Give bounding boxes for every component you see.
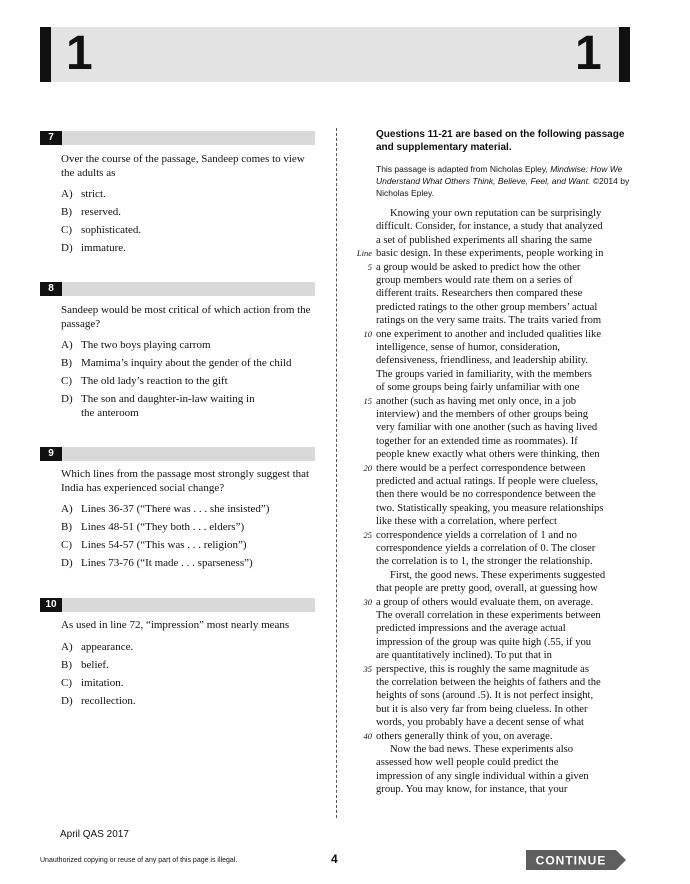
continue-label: CONTINUE (535, 853, 607, 868)
header-right-bar (619, 27, 630, 82)
option-letter: C) (61, 539, 72, 551)
option-text: strict. (81, 188, 106, 200)
passage-line: correspondence yields a correlation of 1 and no (376, 529, 577, 541)
option-text: The old lady’s reaction to the gift (81, 375, 228, 387)
option-letter: C) (61, 677, 72, 689)
source-book-title: Mindwise: How We Understand What Others Think, Believe, Feel, and Want. (376, 164, 623, 186)
passage-line: intelligence, sense of humor, consideration, (376, 342, 561, 353)
passage-line: people knew exactly what others were thinking, then (376, 449, 600, 461)
option-letter: C) (61, 224, 72, 236)
line-label: Line (356, 248, 372, 259)
passage-line: the correlation between the heights of fathers and the (376, 677, 601, 688)
answer-option[interactable] (61, 676, 123, 690)
answer-option[interactable] (61, 374, 228, 388)
answer-option[interactable] (61, 538, 247, 552)
passage-line: are quantitatively inclined). To put that in (376, 650, 552, 662)
passage-line: others generally think of you, on average. (376, 730, 553, 742)
answer-option[interactable] (61, 205, 121, 219)
passage-line: different traits. Researchers then compared these (376, 288, 583, 300)
line-number: 30 (363, 596, 372, 607)
question-stem: Which lines from the passage most strongly suggest that India has experienced social change? (61, 468, 310, 494)
passage-line: predicted and actual ratings. If people were clueless, (376, 476, 599, 487)
passage-line: words, you probably have a decent sense of what (376, 717, 584, 729)
option-text: Lines 73-76 (“It made . . . sparseness”) (81, 557, 253, 569)
header-left-bar (40, 27, 51, 82)
header-band (40, 27, 630, 82)
line-number: 25 (363, 529, 372, 540)
passage-line: two. Statistically speaking, you measure relationships (376, 502, 604, 514)
option-text: The son and daughter-in-law waiting in (81, 393, 255, 405)
question-9-bar (40, 447, 315, 461)
option-text: Lines 54-57 (“This was . . . religion”) (81, 539, 247, 551)
option-letter: B) (61, 206, 72, 218)
question-8-bar (40, 282, 315, 296)
option-letter: D) (61, 242, 73, 254)
option-letter: B) (61, 659, 72, 671)
passage-line: the correlation is to 1, the stronger the relationship. (376, 556, 593, 568)
source-copyright: ©2014 by Nicholas Epley. (376, 176, 630, 198)
section-number-right: 1 (575, 27, 602, 80)
option-letter: D) (61, 393, 73, 405)
option-letter: C) (61, 375, 72, 387)
passage-line: assessed how well people could predict the (376, 757, 559, 769)
question-10-bar (40, 598, 315, 612)
line-number: 40 (363, 730, 372, 741)
option-letter: B) (61, 357, 72, 369)
option-text: belief. (81, 659, 109, 671)
passage-line: but it is also very far from being clueless. In other (376, 703, 588, 715)
passage-line: another (such as having met only once, in a job (376, 395, 577, 407)
answer-option[interactable] (61, 392, 255, 406)
answer-option[interactable] (61, 658, 109, 672)
question-7-bar (40, 131, 315, 145)
answer-option[interactable] (61, 338, 211, 352)
passage-line: correspondence yields a correlation of 0. The closer (376, 543, 596, 554)
option-letter: A) (61, 641, 73, 653)
line-number: 5 (367, 261, 372, 272)
passage-line: Now the bad news. These experiments also (390, 744, 574, 755)
option-text: Lines 36-37 (“There was . . . she insisted”) (81, 503, 270, 515)
question-number: 8 (40, 282, 62, 296)
passage-line: perspective, this is roughly the same magnitude as (376, 663, 590, 675)
passage-line: Knowing your own reputation can be surprisingly (390, 208, 602, 219)
line-number: 15 (363, 395, 372, 406)
passage-line: that people are pretty good, overall, at guessing how (376, 583, 598, 595)
question-number: 9 (40, 447, 62, 461)
line-number: 20 (363, 462, 372, 473)
passage-line: together for an extended time as roommates). If (376, 435, 578, 447)
option-letter: D) (61, 557, 73, 569)
passage-line: predicted impressions and the average actual (376, 623, 566, 635)
copyright-notice: Unauthorized copying or reuse of any part of this page is illegal. (40, 857, 238, 864)
answer-option[interactable] (61, 556, 253, 570)
option-letter: A) (61, 339, 73, 351)
passage-line: difficult. Consider, for instance, a study that analyzed (376, 221, 603, 233)
page-number: 4 (331, 852, 338, 866)
passage-line: basic design. In these experiments, people working in (376, 248, 604, 260)
option-text: reserved. (81, 206, 122, 218)
answer-option[interactable] (61, 502, 269, 516)
continue-button[interactable] (526, 849, 626, 871)
question-number: 7 (40, 131, 62, 145)
option-text: appearance. (81, 641, 134, 653)
source-text: This passage is adapted from Nicholas Epley, (376, 164, 551, 174)
passage-line: The groups varied in familiarity, with the members (376, 368, 592, 380)
passage-line: of some groups being fairly unfamiliar with one (376, 382, 580, 394)
column-divider (336, 128, 337, 818)
passage-line: group members would rate them on a series of (376, 275, 573, 286)
passage-line: there would be a perfect correspondence between (376, 462, 586, 474)
passage-line: ratings on the very same traits. The traits varied from (376, 315, 602, 327)
option-letter: B) (61, 521, 72, 533)
question-stem: Sandeep would be most critical of which action from the passage? (61, 304, 311, 330)
answer-option[interactable] (61, 356, 291, 370)
passage-source (376, 163, 636, 199)
passage-line: impression of the group was quite high (.55, if you (376, 636, 592, 648)
answer-option[interactable] (61, 187, 106, 201)
answer-option[interactable] (61, 241, 126, 255)
option-letter: A) (61, 503, 73, 515)
passage-line: heights of sons (around .5). It is not perfect insight, (376, 690, 594, 702)
option-text: recollection. (81, 695, 136, 707)
answer-option[interactable] (61, 520, 244, 534)
passage-line: a group of others would evaluate them, on average. (376, 596, 594, 608)
question-stem: As used in line 72, “impression” most nearly means (61, 619, 290, 631)
option-text: Lines 48-51 (“They both . . . elders”) (81, 521, 245, 533)
option-text: The two boys playing carrom (81, 339, 211, 351)
option-text: sophisticated. (81, 224, 142, 236)
answer-option[interactable] (61, 223, 141, 237)
option-text: immature. (81, 242, 126, 254)
answer-option[interactable] (61, 640, 133, 654)
passage-line: interview) and the members of other groups being (376, 409, 589, 420)
passage-line: one experiment to another and included qualities like (376, 328, 602, 340)
option-letter: A) (61, 188, 73, 200)
option-text: imitation. (81, 677, 124, 689)
passage-line: group. You may know, for instance, that your (376, 784, 568, 796)
passage-line: like these with a correlation, where perfect (376, 516, 557, 528)
passage-line: a group would be asked to predict how the other (376, 261, 581, 273)
option-text-continued: the anteroom (81, 407, 139, 419)
passage-line: then there would be no correspondence between the (376, 489, 596, 501)
passage-line: First, the good news. These experiments suggested (390, 569, 606, 581)
passage-line: a set of published experiments all sharing the same (376, 234, 592, 246)
line-number: 10 (363, 328, 372, 339)
question-stem: Over the course of the passage, Sandeep comes to view the adults as (61, 153, 305, 179)
passage-line: defensiveness, friendliness, and leadership ability. (376, 355, 589, 367)
option-letter: D) (61, 695, 73, 707)
question-number: 10 (40, 598, 62, 612)
passage-line: very familiar with one another (such as having lived (376, 422, 598, 434)
passage-line: impression of any single individual within a given (376, 770, 589, 782)
passage-intro-title: Questions 11-21 are based on the following passage and supplementary material. (376, 129, 625, 153)
passage-line: predicted ratings to the other group members’ actual (376, 301, 598, 313)
line-number: 35 (363, 663, 372, 674)
option-text: Mamima’s inquiry about the gender of the child (81, 357, 292, 369)
exam-label: April QAS 2017 (60, 829, 129, 840)
answer-option[interactable] (61, 694, 136, 708)
passage-line: The overall correlation in these experiments between (376, 610, 601, 621)
section-number-left: 1 (66, 27, 93, 80)
